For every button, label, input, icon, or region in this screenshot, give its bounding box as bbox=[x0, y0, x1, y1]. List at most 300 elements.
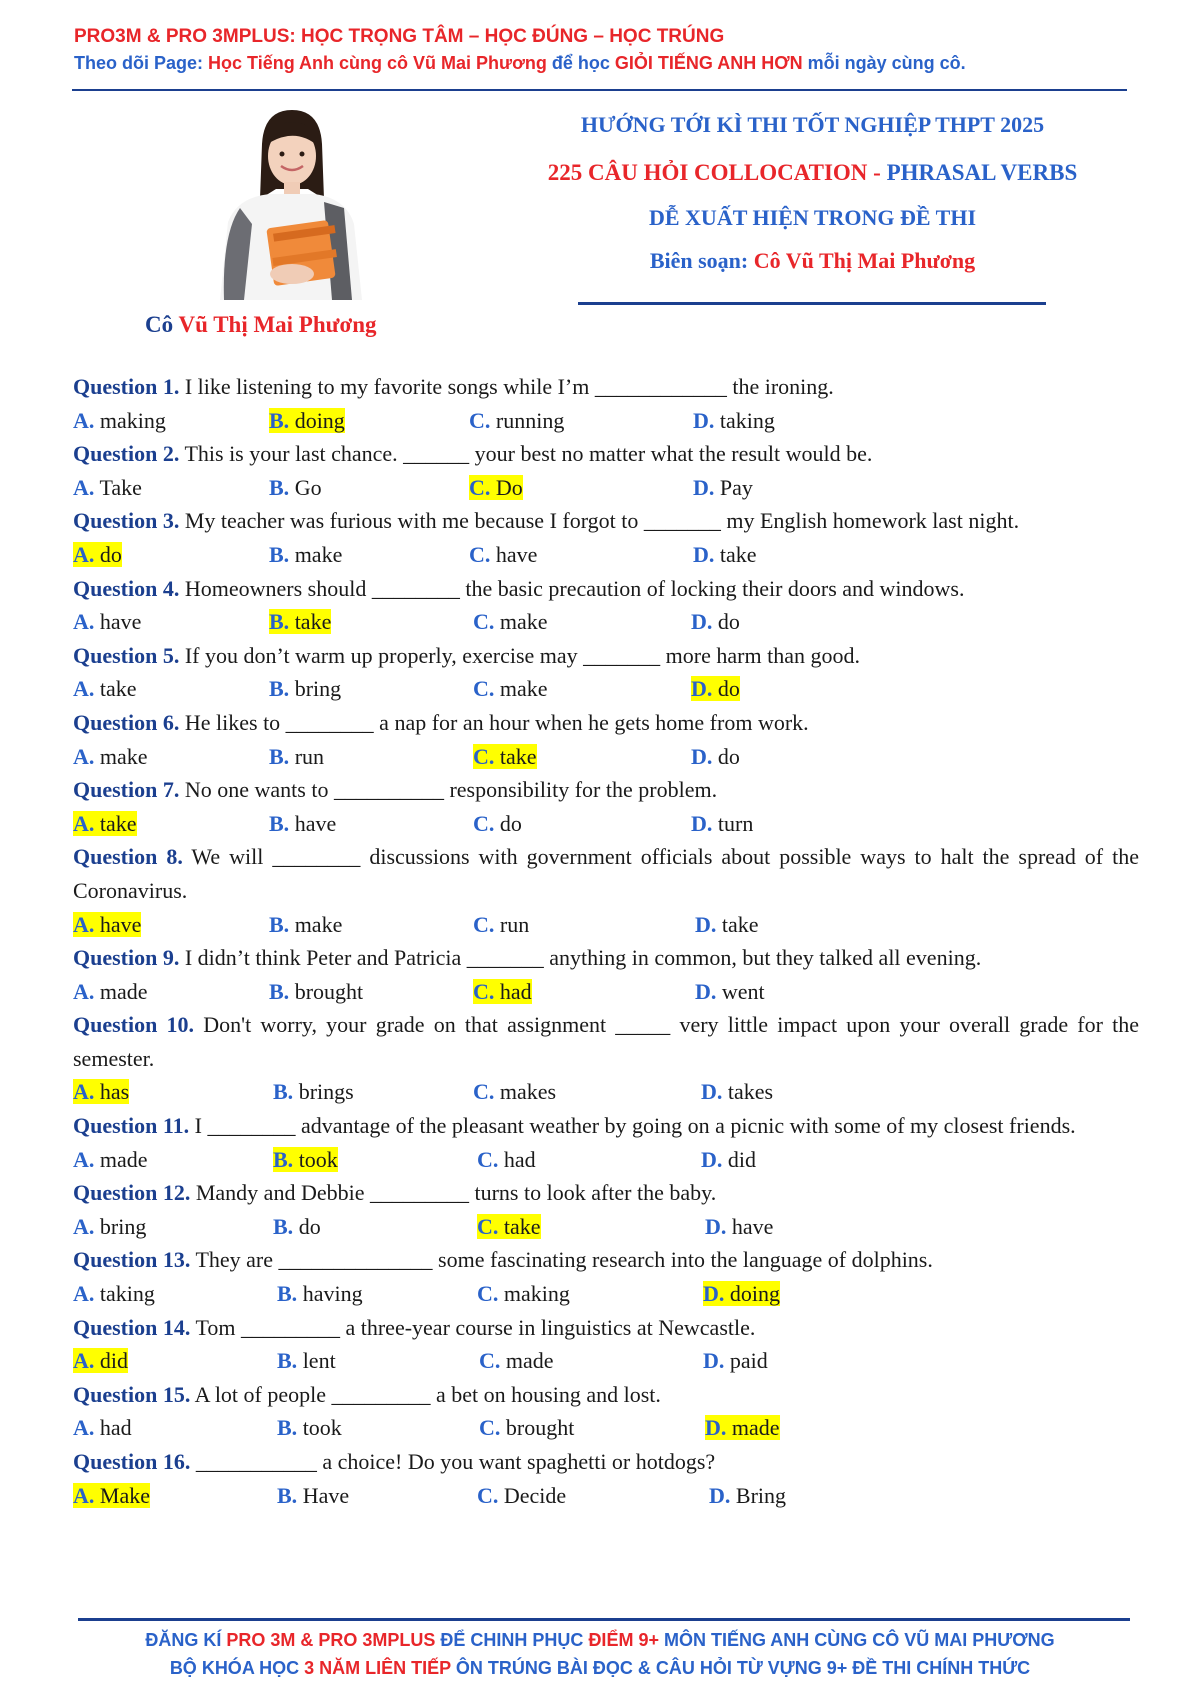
option-content bbox=[73, 1147, 148, 1172]
option-b[interactable] bbox=[273, 1210, 321, 1244]
highlighted-answer bbox=[73, 912, 141, 937]
option-a[interactable] bbox=[73, 740, 148, 774]
option-a[interactable] bbox=[73, 672, 137, 706]
option-d[interactable] bbox=[703, 1277, 780, 1311]
option-text: have bbox=[289, 810, 337, 836]
option-text: take bbox=[94, 676, 137, 702]
option-text: have bbox=[490, 541, 538, 567]
option-b[interactable] bbox=[277, 1277, 363, 1311]
option-text: makes bbox=[494, 1079, 557, 1105]
option-text: do bbox=[712, 743, 740, 769]
footer-line-1 bbox=[0, 1630, 1200, 1651]
option-text: bring bbox=[289, 676, 342, 702]
option-b[interactable] bbox=[269, 807, 336, 841]
option-text: having bbox=[297, 1281, 363, 1307]
option-letter: B. bbox=[269, 407, 290, 433]
option-text: had bbox=[494, 978, 532, 1004]
option-letter: A. bbox=[73, 407, 95, 433]
option-text: have bbox=[726, 1213, 774, 1239]
option-text: making bbox=[94, 407, 166, 433]
option-b[interactable] bbox=[269, 740, 324, 774]
option-letter: C. bbox=[473, 978, 495, 1004]
option-letter: D. bbox=[695, 978, 717, 1004]
question-stem bbox=[73, 1311, 1139, 1345]
option-c[interactable] bbox=[473, 1075, 556, 1109]
title-underline bbox=[578, 302, 1046, 305]
option-text: made bbox=[500, 1348, 554, 1374]
option-content bbox=[701, 1147, 756, 1172]
option-letter: C. bbox=[473, 609, 495, 635]
option-text: Have bbox=[297, 1482, 350, 1508]
exam-title: HƯỚNG TỚI KÌ THI TỐT NGHIỆP THPT 2025 bbox=[580, 112, 1045, 137]
question-number: Question 2. bbox=[73, 441, 180, 467]
question-stem bbox=[73, 504, 1139, 538]
option-c[interactable] bbox=[477, 1143, 536, 1177]
option-a[interactable] bbox=[73, 471, 142, 505]
question-stem bbox=[73, 639, 1139, 673]
option-content bbox=[73, 1281, 155, 1306]
question-number: Question 15. bbox=[73, 1381, 191, 1407]
option-c[interactable] bbox=[469, 471, 523, 505]
answer-options bbox=[73, 1411, 1139, 1445]
highlighted-answer bbox=[477, 1214, 541, 1239]
option-letter: D. bbox=[693, 541, 715, 567]
option-text: took bbox=[293, 1146, 338, 1172]
option-letter: C. bbox=[469, 474, 491, 500]
footer-l2-a: BỘ KHÓA HỌC bbox=[169, 1658, 305, 1678]
compiler-name: Cô Vũ Thị Mai Phương bbox=[753, 248, 976, 273]
subtitle: DỄ XUẤT HIỆN TRONG ĐỀ THI bbox=[648, 205, 977, 230]
option-a[interactable] bbox=[73, 1277, 155, 1311]
follow-suffix: mỗi ngày cùng cô. bbox=[802, 53, 966, 73]
option-text: Make bbox=[94, 1482, 150, 1508]
option-letter: A. bbox=[73, 676, 95, 702]
option-letter: B. bbox=[269, 810, 290, 836]
option-letter: D. bbox=[705, 1415, 727, 1441]
highlighted-answer bbox=[473, 744, 537, 769]
option-letter: C. bbox=[477, 1146, 499, 1172]
answer-options bbox=[73, 471, 1139, 505]
question-stem bbox=[73, 1109, 1139, 1143]
option-a[interactable] bbox=[73, 1411, 132, 1445]
follow-goal: GIỎI TIẾNG ANH HƠN bbox=[614, 53, 803, 73]
option-content bbox=[477, 1483, 566, 1508]
option-content bbox=[269, 811, 336, 836]
answer-options bbox=[73, 1210, 1139, 1244]
option-content bbox=[691, 744, 740, 769]
option-text: went bbox=[716, 978, 765, 1004]
option-letter: D. bbox=[695, 911, 717, 937]
footer-l1-b: PRO 3M & PRO 3MPLUS bbox=[226, 1630, 436, 1650]
option-content bbox=[269, 912, 342, 937]
option-text: brings bbox=[293, 1079, 354, 1105]
option-c[interactable] bbox=[473, 807, 522, 841]
question-text: He likes to ________ a nap for an hour when he gets home from work. bbox=[179, 709, 809, 735]
option-a[interactable] bbox=[73, 1210, 146, 1244]
option-text: Take bbox=[94, 474, 142, 500]
option-b[interactable] bbox=[277, 1479, 349, 1513]
question-number: Question 5. bbox=[73, 642, 180, 668]
option-content bbox=[691, 609, 740, 634]
option-text: doing bbox=[289, 407, 345, 433]
option-a[interactable] bbox=[73, 605, 141, 639]
option-text: have bbox=[94, 609, 142, 635]
option-text: took bbox=[297, 1415, 342, 1441]
option-c[interactable] bbox=[479, 1411, 574, 1445]
option-content bbox=[477, 1147, 536, 1172]
option-d[interactable] bbox=[691, 605, 740, 639]
option-text: making bbox=[498, 1281, 570, 1307]
option-letter: C. bbox=[473, 810, 495, 836]
option-d[interactable] bbox=[701, 1143, 756, 1177]
option-content bbox=[473, 811, 522, 836]
option-a[interactable] bbox=[73, 807, 137, 841]
option-text: do bbox=[712, 676, 740, 702]
option-letter: C. bbox=[477, 1213, 499, 1239]
option-content bbox=[693, 475, 753, 500]
option-letter: A. bbox=[73, 1213, 95, 1239]
option-text: brought bbox=[500, 1415, 575, 1441]
option-d[interactable] bbox=[695, 975, 765, 1009]
footer-l1-a: ĐĂNG KÍ bbox=[145, 1630, 227, 1650]
option-content bbox=[277, 1281, 363, 1306]
follow-mid: để học bbox=[546, 53, 615, 73]
option-c[interactable] bbox=[473, 740, 537, 774]
question-set-title bbox=[520, 160, 1105, 186]
question-text: Don't worry, your grade on that assignment _____ very little impact upon your overall grade for the semester. bbox=[73, 1012, 1139, 1071]
question-number: Question 12. bbox=[73, 1180, 191, 1206]
highlighted-answer bbox=[73, 1079, 129, 1104]
title-red-part: 225 CÂU HỎI COLLOCATION - bbox=[547, 160, 887, 185]
option-content bbox=[73, 1214, 146, 1239]
option-content bbox=[73, 1415, 132, 1440]
question-text: This is your last chance. ______ your best no matter what the result would be. bbox=[179, 441, 873, 467]
question-text: Homeowners should ________ the basic precaution of locking their doors and windows. bbox=[179, 575, 965, 601]
option-a[interactable] bbox=[73, 908, 141, 942]
footer-l2-b: 3 NĂM LIÊN TIẾP bbox=[304, 1658, 451, 1678]
question-stem bbox=[73, 941, 1139, 975]
option-content bbox=[473, 912, 529, 937]
option-content bbox=[73, 979, 148, 1004]
option-c[interactable] bbox=[473, 672, 548, 706]
compiler-prefix: Biên soạn: bbox=[649, 248, 754, 273]
option-letter: C. bbox=[477, 1281, 499, 1307]
option-letter: B. bbox=[277, 1348, 298, 1374]
option-text: lent bbox=[297, 1348, 336, 1374]
option-d[interactable] bbox=[693, 538, 757, 572]
option-letter: C. bbox=[473, 1079, 495, 1105]
option-c[interactable] bbox=[477, 1277, 570, 1311]
answer-options bbox=[73, 605, 1139, 639]
question-text: I ________ advantage of the pleasant weather by going on a picnic with some of my closest friends. bbox=[189, 1113, 1076, 1139]
option-text: take bbox=[94, 810, 137, 836]
question-stem bbox=[73, 1008, 1139, 1075]
option-d[interactable] bbox=[693, 404, 775, 438]
facebook-page-link[interactable]: Học Tiếng Anh cùng cô Vũ Mai Phương bbox=[208, 53, 547, 73]
option-text: take bbox=[714, 541, 757, 567]
option-d[interactable] bbox=[705, 1210, 773, 1244]
option-letter: D. bbox=[691, 676, 713, 702]
option-letter: A. bbox=[73, 911, 95, 937]
option-letter: A. bbox=[73, 541, 95, 567]
option-letter: C. bbox=[473, 676, 495, 702]
option-text: Pay bbox=[714, 474, 753, 500]
header-follow-line bbox=[74, 50, 966, 76]
option-content bbox=[269, 542, 342, 567]
option-c[interactable] bbox=[473, 605, 548, 639]
option-c[interactable] bbox=[469, 404, 564, 438]
option-content bbox=[693, 542, 757, 567]
option-letter: A. bbox=[73, 1482, 95, 1508]
option-b[interactable] bbox=[273, 1075, 354, 1109]
option-c[interactable] bbox=[477, 1210, 541, 1244]
option-content bbox=[479, 1415, 574, 1440]
answer-options bbox=[73, 1344, 1139, 1378]
option-letter: D. bbox=[703, 1348, 725, 1374]
highlighted-answer bbox=[269, 408, 345, 433]
option-letter: C. bbox=[479, 1348, 501, 1374]
option-text: made bbox=[94, 978, 148, 1004]
option-letter: D. bbox=[691, 609, 713, 635]
option-content bbox=[473, 609, 548, 634]
answer-options bbox=[73, 404, 1139, 438]
option-text: do bbox=[712, 609, 740, 635]
option-letter: B. bbox=[269, 743, 290, 769]
question-text: Mandy and Debbie _________ turns to look after the baby. bbox=[190, 1180, 717, 1206]
option-c[interactable] bbox=[473, 908, 529, 942]
option-letter: B. bbox=[277, 1482, 298, 1508]
highlighted-answer bbox=[73, 811, 137, 836]
option-a[interactable] bbox=[73, 404, 166, 438]
option-content bbox=[273, 1214, 321, 1239]
option-text: Go bbox=[289, 474, 322, 500]
option-letter: B. bbox=[277, 1281, 298, 1307]
question-number: Question 1. bbox=[73, 374, 180, 399]
option-a[interactable] bbox=[73, 1143, 148, 1177]
answer-options bbox=[73, 908, 1139, 942]
footer-divider bbox=[78, 1618, 1130, 1621]
header-slogan: PRO3M & PRO 3MPLUS: HỌC TRỌNG TÂM – HỌC ĐÚNG – HỌC TRÚNG bbox=[74, 26, 725, 47]
option-content bbox=[701, 1079, 773, 1104]
option-content bbox=[269, 676, 341, 701]
option-b[interactable] bbox=[273, 1143, 338, 1177]
option-text: run bbox=[494, 911, 530, 937]
teacher-caption bbox=[145, 312, 376, 338]
question-stem bbox=[73, 1176, 1139, 1210]
option-text: had bbox=[94, 1415, 132, 1441]
question-text: My teacher was furious with me because I forgot to _______ my English homework last night. bbox=[179, 508, 1020, 534]
question-text: Tom _________ a three-year course in linguistics at Newcastle. bbox=[190, 1314, 756, 1340]
option-letter: A. bbox=[73, 743, 95, 769]
option-text: Decide bbox=[498, 1482, 567, 1508]
option-text: have bbox=[94, 911, 142, 937]
option-text: Bring bbox=[730, 1482, 787, 1508]
option-b[interactable] bbox=[269, 471, 322, 505]
option-letter: A. bbox=[73, 810, 95, 836]
option-letter: B. bbox=[269, 978, 290, 1004]
option-d[interactable] bbox=[701, 1075, 773, 1109]
option-text: take bbox=[289, 609, 332, 635]
question-stem bbox=[73, 706, 1139, 740]
option-b[interactable] bbox=[269, 975, 363, 1009]
option-letter: B. bbox=[269, 474, 290, 500]
option-text: take bbox=[494, 743, 537, 769]
option-letter: D. bbox=[703, 1281, 725, 1307]
option-content bbox=[705, 1214, 773, 1239]
option-letter: C. bbox=[477, 1482, 499, 1508]
option-content bbox=[469, 542, 537, 567]
question-number: Question 3. bbox=[73, 508, 180, 534]
option-content bbox=[277, 1483, 349, 1508]
option-b[interactable] bbox=[277, 1411, 342, 1445]
option-content bbox=[277, 1415, 342, 1440]
footer-l2-c: ÔN TRÚNG BÀI ĐỌC & CÂU HỎI TỪ VỰNG 9+ ĐỀ THI CHÍNH THỨC bbox=[450, 1658, 1031, 1678]
highlighted-answer bbox=[703, 1281, 780, 1306]
option-text: take bbox=[498, 1213, 541, 1239]
option-letter: A. bbox=[73, 1146, 95, 1172]
question-number: Question 6. bbox=[73, 709, 180, 735]
option-text: doing bbox=[724, 1281, 781, 1307]
option-letter: B. bbox=[273, 1213, 294, 1239]
option-b[interactable] bbox=[269, 538, 342, 572]
option-content bbox=[473, 1079, 556, 1104]
option-letter: D. bbox=[701, 1146, 723, 1172]
question-number: Question 4. bbox=[73, 575, 180, 601]
option-c[interactable] bbox=[469, 538, 537, 572]
option-c[interactable] bbox=[477, 1479, 566, 1513]
option-content bbox=[269, 744, 324, 769]
option-a[interactable] bbox=[73, 1479, 150, 1513]
option-letter: A. bbox=[73, 1348, 95, 1374]
question-stem bbox=[73, 1243, 1139, 1277]
question-number: Question 8. bbox=[73, 844, 183, 870]
question-stem bbox=[73, 840, 1139, 907]
option-text: made bbox=[94, 1146, 148, 1172]
option-text: make bbox=[94, 743, 148, 769]
compiler-line bbox=[520, 248, 1105, 274]
option-b[interactable] bbox=[269, 672, 341, 706]
option-letter: D. bbox=[691, 743, 713, 769]
option-letter: D. bbox=[693, 407, 715, 433]
option-content bbox=[277, 1348, 336, 1373]
option-letter: B. bbox=[277, 1415, 298, 1441]
option-c[interactable] bbox=[479, 1344, 554, 1378]
option-text: has bbox=[94, 1079, 130, 1105]
option-letter: D. bbox=[705, 1213, 727, 1239]
option-text: Do bbox=[490, 474, 523, 500]
option-letter: B. bbox=[273, 1079, 294, 1105]
question-list bbox=[73, 370, 1139, 1512]
option-text: do bbox=[494, 810, 522, 836]
option-content bbox=[73, 676, 137, 701]
option-text: make bbox=[494, 676, 548, 702]
option-d[interactable] bbox=[709, 1479, 786, 1513]
option-letter: B. bbox=[269, 609, 290, 635]
option-d[interactable] bbox=[691, 740, 740, 774]
highlighted-answer bbox=[273, 1147, 338, 1172]
option-b[interactable] bbox=[269, 404, 345, 438]
option-content bbox=[703, 1348, 768, 1373]
question-stem bbox=[73, 773, 1139, 807]
question-stem bbox=[73, 1445, 1139, 1479]
option-letter: B. bbox=[273, 1146, 294, 1172]
answer-options bbox=[73, 1277, 1139, 1311]
option-text: do bbox=[94, 541, 122, 567]
footer-l1-e: MÔN TIẾNG ANH CÙNG CÔ VŨ MAI PHƯƠNG bbox=[658, 1630, 1055, 1650]
option-letter: C. bbox=[469, 541, 491, 567]
option-letter: C. bbox=[469, 407, 491, 433]
question-text: ___________ a choice! Do you want spaghetti or hotdogs? bbox=[190, 1449, 716, 1474]
highlighted-answer bbox=[705, 1415, 780, 1440]
option-d[interactable] bbox=[691, 807, 753, 841]
option-content bbox=[479, 1348, 554, 1373]
option-letter: D. bbox=[691, 810, 713, 836]
answer-options bbox=[73, 538, 1139, 572]
teacher-name: Vũ Thị Mai Phương bbox=[178, 312, 377, 337]
highlighted-answer bbox=[73, 1348, 128, 1373]
option-text: running bbox=[490, 407, 565, 433]
option-c[interactable] bbox=[473, 975, 532, 1009]
option-b[interactable] bbox=[269, 605, 331, 639]
option-text: taking bbox=[714, 407, 775, 433]
option-text: made bbox=[726, 1415, 780, 1441]
option-text: did bbox=[722, 1146, 757, 1172]
question-text: They are ______________ some fascinating research into the language of dolphins. bbox=[190, 1247, 933, 1273]
option-d[interactable] bbox=[695, 908, 759, 942]
option-a[interactable] bbox=[73, 1075, 129, 1109]
option-b[interactable] bbox=[269, 908, 342, 942]
highlighted-answer bbox=[269, 609, 331, 634]
option-content bbox=[473, 676, 548, 701]
option-text: taking bbox=[94, 1281, 155, 1307]
question-stem bbox=[73, 572, 1139, 606]
highlighted-answer bbox=[469, 475, 523, 500]
teacher-prefix: Cô bbox=[145, 312, 179, 337]
highlighted-answer bbox=[473, 979, 532, 1004]
header-divider bbox=[72, 89, 1127, 91]
option-content bbox=[269, 475, 322, 500]
option-a[interactable] bbox=[73, 1344, 128, 1378]
follow-prefix: Theo dõi Page: bbox=[74, 53, 209, 73]
option-content bbox=[73, 609, 141, 634]
option-letter: D. bbox=[693, 474, 715, 500]
question-number: Question 11. bbox=[73, 1113, 190, 1139]
option-text: did bbox=[94, 1348, 129, 1374]
option-a[interactable] bbox=[73, 975, 148, 1009]
answer-options bbox=[73, 1143, 1139, 1177]
option-d[interactable] bbox=[703, 1344, 768, 1378]
option-d[interactable] bbox=[693, 471, 753, 505]
question-stem bbox=[73, 1378, 1139, 1412]
answer-options bbox=[73, 672, 1139, 706]
option-content bbox=[693, 408, 775, 433]
option-content bbox=[477, 1281, 570, 1306]
question-number: Question 13. bbox=[73, 1247, 191, 1273]
option-content bbox=[73, 408, 166, 433]
option-letter: C. bbox=[479, 1415, 501, 1441]
question-number: Question 10. bbox=[73, 1012, 195, 1038]
option-letter: A. bbox=[73, 1281, 95, 1307]
option-d[interactable] bbox=[691, 672, 740, 706]
answer-options bbox=[73, 807, 1139, 841]
option-b[interactable] bbox=[277, 1344, 336, 1378]
question-number: Question 7. bbox=[73, 777, 180, 803]
answer-options bbox=[73, 1075, 1139, 1109]
option-text: make bbox=[289, 911, 343, 937]
option-letter: A. bbox=[73, 1079, 95, 1105]
option-a[interactable] bbox=[73, 538, 122, 572]
option-d[interactable] bbox=[705, 1411, 780, 1445]
